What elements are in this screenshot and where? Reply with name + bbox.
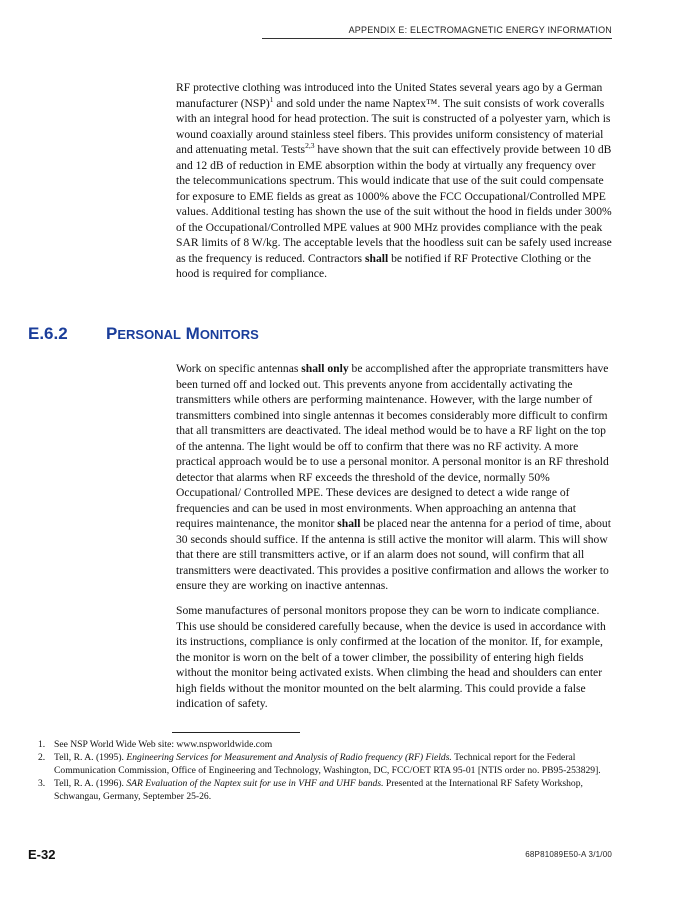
footnote-rule [172, 732, 300, 733]
paragraph-work-on-antennas [176, 361, 612, 594]
footnote-number: 2. [38, 752, 46, 763]
footnote-ref: 2,3 [305, 141, 315, 151]
text-run: Technical report for the Federal Communication Commission, Office of Engineering and Technology, Washington, DC, FCC/OET RTA 95-01 [NTIS order no. PB95-253829]. [54, 752, 601, 776]
text-run: be notified if RF Protective Clothing or the hood is required for compliance. [176, 251, 592, 280]
footnote-1 [38, 738, 608, 751]
text-run: Tell, R. A. (1996). [54, 778, 127, 789]
text-run: Work on specific antennas [176, 362, 302, 375]
title-smallcaps: ERSONAL [117, 327, 181, 342]
paragraph-worn-monitors: Some manufactures of personal monitors propose they can be worn to indicate compliance. This use should be considered carefully because, when the device is used in accordance with its instructions, compliance is only confirmed at the location of the monitor. If, for example, the monitor is worn on the belt of a tower climber, the possibility of entering high fields without the monitor being activated exists. When climbing the head and shoulders can enter high fields without the monitor mounted on the belt alarming. This could provide a false indication of safety. [176, 604, 606, 710]
footnote-body [54, 777, 608, 803]
emphasis: shall only [301, 362, 349, 375]
text-run: See NSP World Wide Web site: www.nspworldwide.com [54, 739, 273, 750]
text-run: and sold under the name Naptex™. The suit consists of work coveralls with an integral hood for head protection. The suit is constructed of a polyester yarn, which is wound coaxially around stainless steel fibers. This provides uniform consistency of material and attenuating metal. Tests [176, 96, 611, 156]
page-number: E-32 [28, 847, 56, 862]
footnote-number: 3. [38, 778, 46, 789]
footnote-2 [38, 751, 608, 777]
title-letter: M [185, 324, 200, 343]
paragraph-rf-protective-clothing [176, 80, 612, 282]
section-heading-personal-monitors [28, 324, 259, 344]
citation-title: SAR Evaluation of the Naptex suit for use in VHF and UHF bands. [126, 778, 384, 789]
footnote-3 [38, 777, 608, 803]
running-header: APPENDIX E: ELECTROMAGNETIC ENERGY INFORMATION [262, 25, 612, 39]
document-id: 68P81089E50-A 3/1/00 [525, 850, 612, 859]
text-run: be placed near the antenna for a period of time, about 30 seconds should suffice. If the antenna is still active the monitor will alarm. This will show that there are still transmitters active, or if an alarm does not sound, will confirm that all transmitters were deactivated. This provides a positive confirmation and allows the worker to ensure they are working on inactive antennas. [176, 517, 611, 592]
footnote-ref: 1 [269, 94, 274, 104]
emphasis: shall [364, 251, 389, 265]
title-letter: P [106, 324, 118, 343]
footnote-body [54, 738, 608, 751]
emphasis: shall [337, 517, 361, 530]
text-run: be accomplished after the appropriate transmitters have been turned off and locked out. This prevents anyone from accidentally activating the transmitters while others are performing maintenance. However, with the large number of transmitters combined into single antennas it becomes considerably more difficult to confirm that all transmitters are deactivated. The ideal method would be to have a RF light on the top of the antenna. The light would be off to confirm that there was no RF activity. A more practical approach would be to use a personal monitor. A personal monitor is an RF threshold detector that alarms when RF exceeds the threshold of the device, normally 50% Occupational/ Controlled MPE. These devices are designed to detect a wide range of frequencies and can be used in most environments. When approaching an antenna that requires maintenance, the monitor [176, 362, 609, 530]
text-run: Tell, R. A. (1995). [54, 752, 127, 763]
footnote-body [54, 751, 608, 777]
title-smallcaps: ONITORS [199, 327, 259, 342]
footnotes [38, 738, 608, 803]
footnote-number: 1. [38, 739, 46, 750]
text-run: have shown that the suit can effectively provide between 10 dB and 12 dB of reduction in EME absorption within the body at virtually any frequency over the telecommunications spectrum. This would indicate that use of the suit could compensate for exposure to EME fields as great as 1000% above the FCC Occupational/Controlled MPE values. Additional testing has shown the use of the suit without the hood in fields under 300% of the Occupational/Controlled MPE values at 900 MHz provides compliance with the peak SAR limits of 8 W/kg. The acceptable levels that the hoodless suit can be safely used increase as the frequency is reduced. Contractors [176, 143, 612, 265]
text-run: Presented at the International RF Safety Workshop, Schwangau, Germany, September 25-26. [54, 778, 583, 802]
text-run: RF protective clothing was introduced into the United States several years ago by a German manufacturer (NSP) [176, 81, 603, 110]
citation-title: Engineering Services for Measurement and Analysis of Radio frequency (RF) Fields. [126, 752, 452, 763]
section-number: E.6.2 [28, 324, 68, 343]
